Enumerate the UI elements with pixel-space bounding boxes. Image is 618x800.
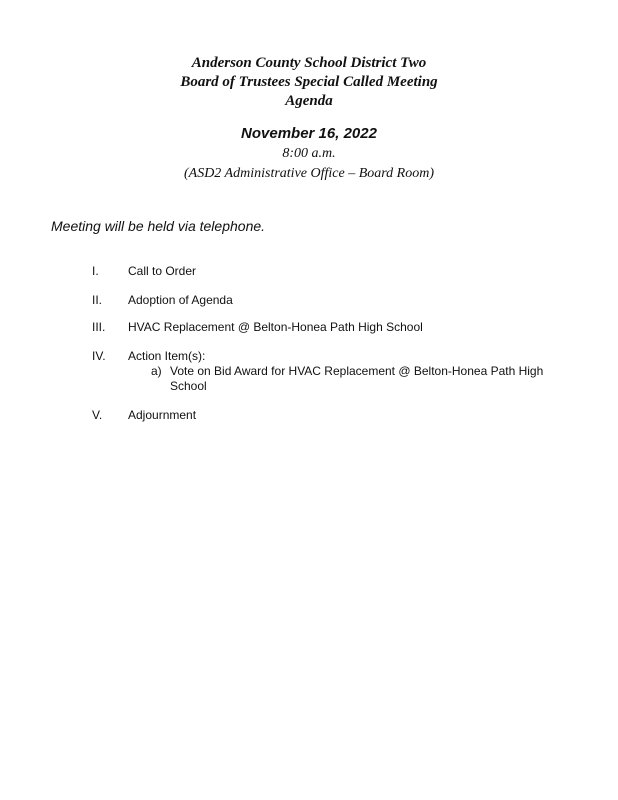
agenda-item-text: HVAC Replacement @ Belton-Honea Path High School — [128, 320, 423, 334]
agenda-item-number: IV. — [92, 349, 106, 363]
sub-item-text: Vote on Bid Award for HVAC Replacement @ Belton-Honea Path High School — [170, 364, 544, 393]
meeting-time: 8:00 a.m. — [282, 146, 336, 161]
agenda-item-text: Action Item(s): — [128, 349, 206, 363]
agenda-item-text: Adoption of Agenda — [128, 293, 233, 307]
agenda-heading: Agenda — [285, 93, 333, 109]
agenda-item-number: III. — [92, 320, 106, 334]
agenda-item-number: I. — [92, 264, 99, 278]
sub-item-letter: a) — [151, 364, 162, 378]
agenda-item-number: V. — [92, 408, 103, 422]
agenda-item-text: Adjournment — [128, 408, 197, 422]
agenda-item-number: II. — [92, 293, 103, 307]
meeting-note: Meeting will be held via telephone. — [51, 218, 266, 234]
meeting-location: (ASD2 Administrative Office – Board Room) — [183, 166, 435, 181]
meeting-title: Board of Trustees Special Called Meeting — [180, 74, 438, 90]
meeting-date: November 16, 2022 — [241, 125, 377, 142]
agenda-item-text: Call to Order — [128, 264, 197, 278]
district-name: Anderson County School District Two — [191, 55, 427, 71]
